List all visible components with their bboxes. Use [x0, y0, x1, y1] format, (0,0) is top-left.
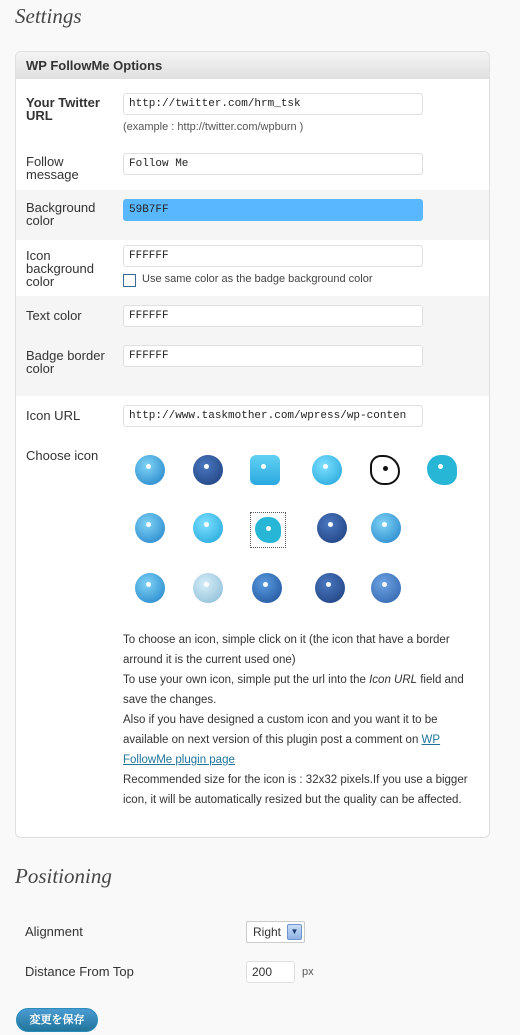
bird-fat-icon[interactable]: [368, 510, 404, 546]
text-color-row: [16, 296, 489, 336]
options-panel: [15, 51, 490, 838]
bird-ball-icon[interactable]: [190, 570, 226, 606]
background-color-input[interactable]: 59B7FF: [123, 199, 423, 221]
help-paragraph-3: Also if you have designed a custom icon and you want it to be available on next version of this plugin post a comment on WP FollowMe plugin page: [123, 714, 441, 766]
text-color-label: Text color: [26, 308, 82, 323]
bird-dark-icon[interactable]: [190, 452, 226, 488]
choose-icon-label: Choose icon: [26, 448, 99, 463]
help-paragraph-4: Recommended size for the icon is : 32x32 pixels.If you use a bigger icon, it will be automatically resized but the quality can be affected.: [123, 774, 468, 806]
icon-background-color-input[interactable]: FFFFFF: [123, 245, 423, 267]
same-color-checkbox-label: Use same color as the badge background color: [142, 273, 373, 285]
icon-background-color-label: Icon background color: [26, 248, 94, 289]
text-color-input[interactable]: FFFFFF: [123, 305, 423, 327]
help-paragraph-1: To choose an icon, simple click on it (the icon that have a border arround it is the current used one): [123, 634, 450, 666]
bird-selected-icon[interactable]: [250, 512, 286, 548]
bird-flat-icon[interactable]: [424, 452, 460, 488]
twitter-bubble-icon[interactable]: [309, 452, 345, 488]
twitter-square-icon[interactable]: [247, 452, 283, 488]
badge-border-color-row: [16, 336, 489, 396]
follow-message-label: Follow message: [26, 154, 79, 182]
plugin-page-link[interactable]: WP FollowMe plugin page: [123, 734, 441, 766]
same-color-checkbox[interactable]: [123, 274, 136, 287]
badge-border-color-input[interactable]: FFFFFF: [123, 345, 423, 367]
distance-from-top-input[interactable]: 200: [246, 961, 295, 983]
distance-unit: px: [302, 966, 314, 978]
alignment-label: Alignment: [25, 924, 83, 939]
twitter-url-example: (example : http://twitter.com/wpburn ): [123, 121, 304, 133]
bird-angry-icon[interactable]: [312, 570, 348, 606]
bird-small-icon[interactable]: [368, 570, 404, 606]
bird-outline-icon[interactable]: [367, 452, 403, 488]
positioning-title: Positioning: [15, 864, 112, 888]
alignment-value: Right: [253, 925, 282, 939]
choose-icon-row: [16, 436, 489, 836]
bird-spread-icon[interactable]: [249, 570, 285, 606]
bird-peek-icon[interactable]: [314, 510, 350, 546]
twitter-url-input[interactable]: http://twitter.com/hrm_tsk: [123, 93, 423, 115]
icon-url-row: [16, 396, 489, 436]
help-paragraph-2: To use your own icon, simple put the url into the Icon URL field and save the changes.: [123, 674, 464, 706]
icon-background-color-row: [16, 240, 489, 296]
panel-header: WP FollowMe Options: [16, 52, 489, 79]
icon-url-input[interactable]: http://www.taskmother.com/wpress/wp-conten: [123, 405, 423, 427]
alignment-select[interactable]: [246, 921, 305, 943]
icon-url-label: Icon URL: [26, 408, 81, 423]
bird-wings-icon[interactable]: [132, 570, 168, 606]
twitter-url-label: Your Twitter URL: [26, 95, 100, 123]
bird-flying-icon[interactable]: [132, 510, 168, 546]
page-title: Settings: [15, 4, 82, 28]
background-color-row: [16, 190, 489, 240]
badge-border-color-label: Badge border color: [26, 348, 105, 376]
help-text: [123, 630, 483, 810]
chevron-down-icon[interactable]: ▼: [287, 924, 302, 940]
bird-sitting-icon[interactable]: [190, 510, 226, 546]
distance-from-top-label: Distance From Top: [25, 964, 134, 979]
bird-round-icon[interactable]: [132, 452, 168, 488]
follow-message-input[interactable]: Follow Me: [123, 153, 423, 175]
save-button[interactable]: 変更を保存: [16, 1008, 98, 1032]
background-color-label: Background color: [26, 200, 96, 228]
follow-message-row: [16, 140, 489, 190]
